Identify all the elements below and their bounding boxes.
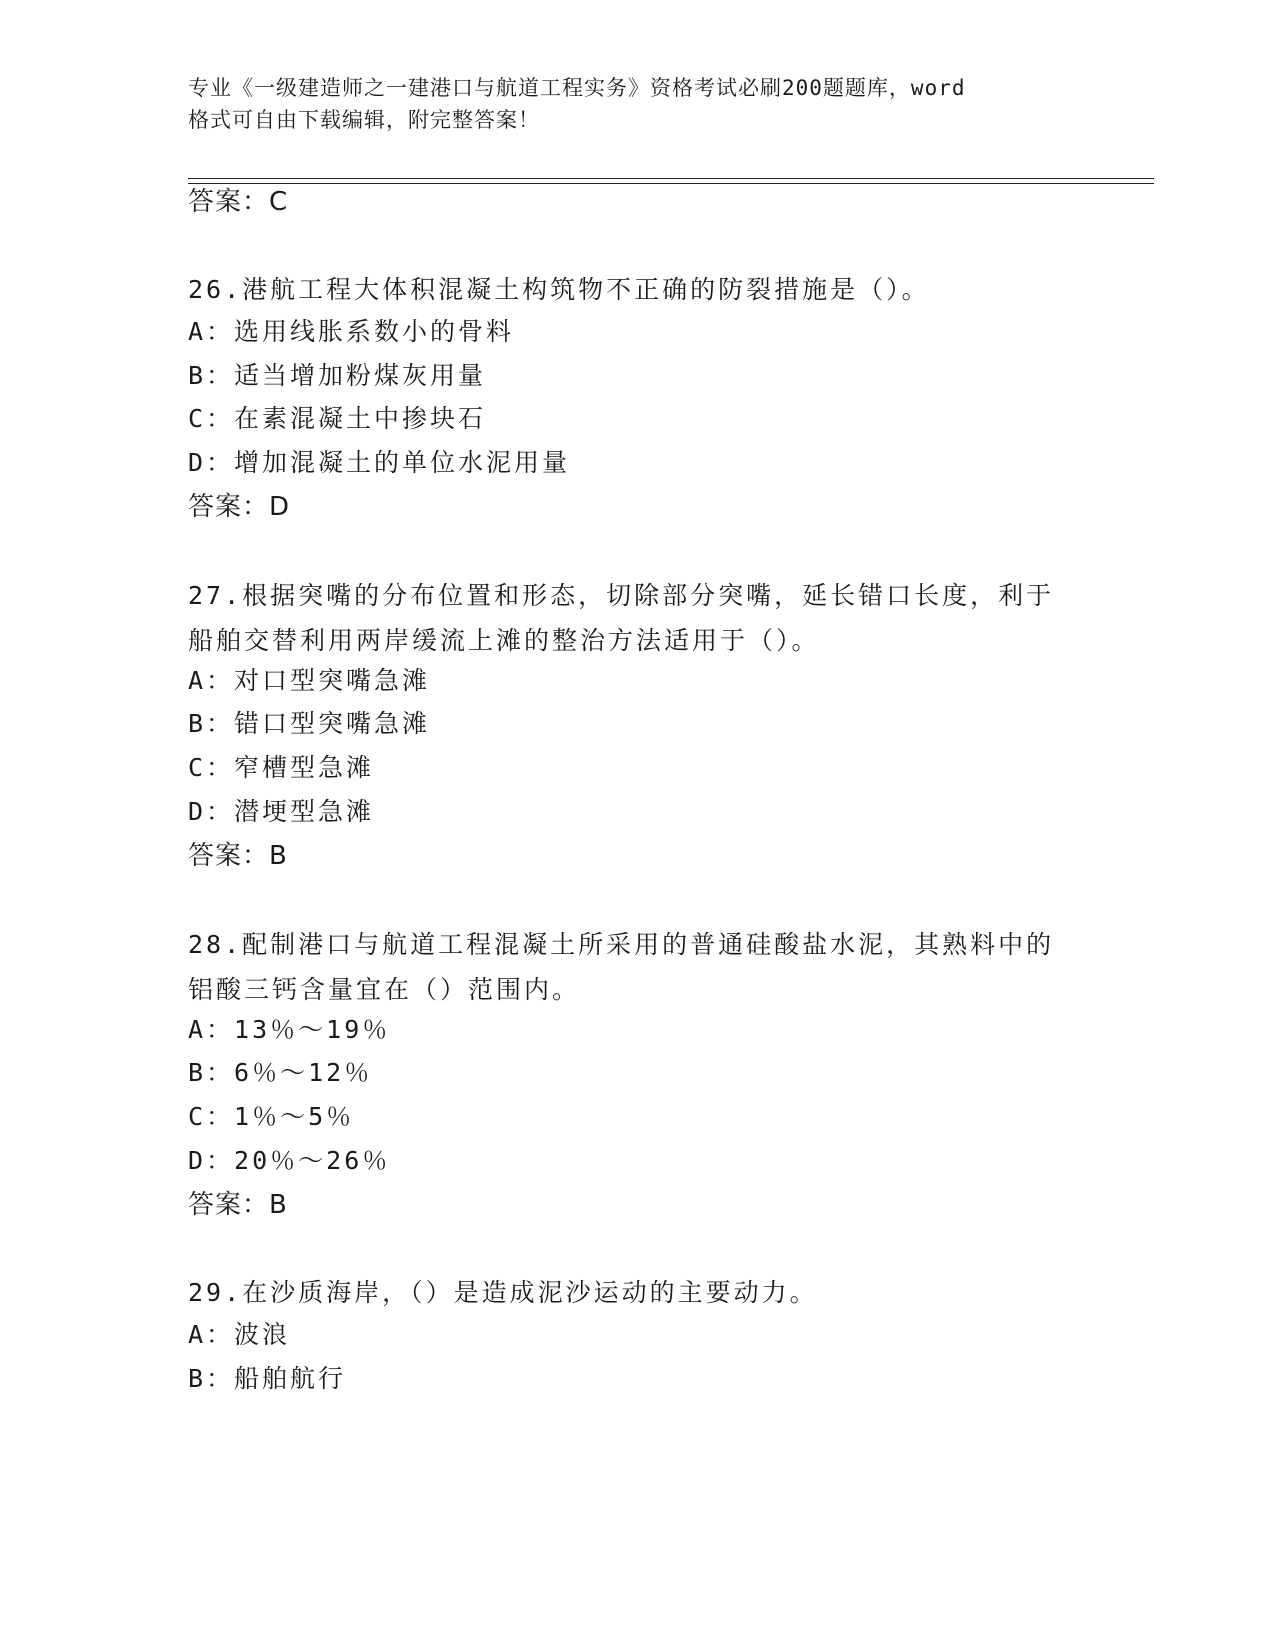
document-header bbox=[188, 72, 1068, 136]
question-26-answer: 答案：D bbox=[188, 492, 291, 522]
question-27-answer: 答案：B bbox=[188, 841, 288, 871]
question-26-stem: 26.港航工程大体积混凝土构筑物不正确的防裂措施是（）。 bbox=[188, 275, 930, 304]
header-title-line-1: 专业《一级建造师之一建港口与航道工程实务》资格考试必刷200题题库，word bbox=[188, 76, 966, 100]
question-26-option-c: C：在素混凝土中掺块石 bbox=[188, 404, 487, 433]
question-28-answer: 答案：B bbox=[188, 1190, 288, 1220]
question-27-option-a: A：对口型突嘴急滩 bbox=[188, 666, 431, 695]
question-27-stem-line-2: 船舶交替利用两岸缓流上滩的整治方法适用于（）。 bbox=[188, 626, 820, 655]
question-28-option-d: D：20％～26％ bbox=[188, 1146, 391, 1175]
question-26-option-d: D：增加混凝土的单位水泥用量 bbox=[188, 448, 571, 477]
question-28-stem-line-2: 铝酸三钙含量宜在（）范围内。 bbox=[188, 975, 581, 1004]
question-28-option-a: A：13％～19％ bbox=[188, 1015, 391, 1044]
question-29-stem: 29.在沙质海岸，（）是造成泥沙运动的主要动力。 bbox=[188, 1278, 818, 1307]
question-26-option-b: B：适当增加粉煤灰用量 bbox=[188, 361, 487, 390]
question-28-stem bbox=[188, 922, 1054, 1012]
question-27-stem bbox=[188, 573, 1054, 663]
question-28-option-b: B：6％～12％ bbox=[188, 1058, 373, 1087]
question-28-option-c: C：1％～5％ bbox=[188, 1102, 355, 1131]
question-27-option-d: D：潜埂型急滩 bbox=[188, 797, 375, 826]
question-27-option-b: B：错口型突嘴急滩 bbox=[188, 709, 431, 738]
header-divider-bottom bbox=[188, 183, 1154, 184]
header-divider-top bbox=[188, 178, 1154, 179]
question-27-option-c: C：窄槽型急滩 bbox=[188, 753, 375, 782]
header-title-line-2: 格式可自由下载编辑，附完整答案！ bbox=[188, 108, 540, 132]
question-28-stem-line-1: 28.配制港口与航道工程混凝土所采用的普通硅酸盐水泥，其熟料中的 bbox=[188, 930, 1055, 959]
answer-25: 答案：C bbox=[188, 187, 289, 217]
question-27-stem-line-1: 27.根据突嘴的分布位置和形态，切除部分突嘴，延长错口长度，利于 bbox=[188, 581, 1055, 610]
question-29-option-b: B：船舶航行 bbox=[188, 1364, 347, 1393]
question-29-option-a: A：波浪 bbox=[188, 1320, 291, 1349]
question-26-option-a: A：选用线胀系数小的骨料 bbox=[188, 317, 515, 346]
